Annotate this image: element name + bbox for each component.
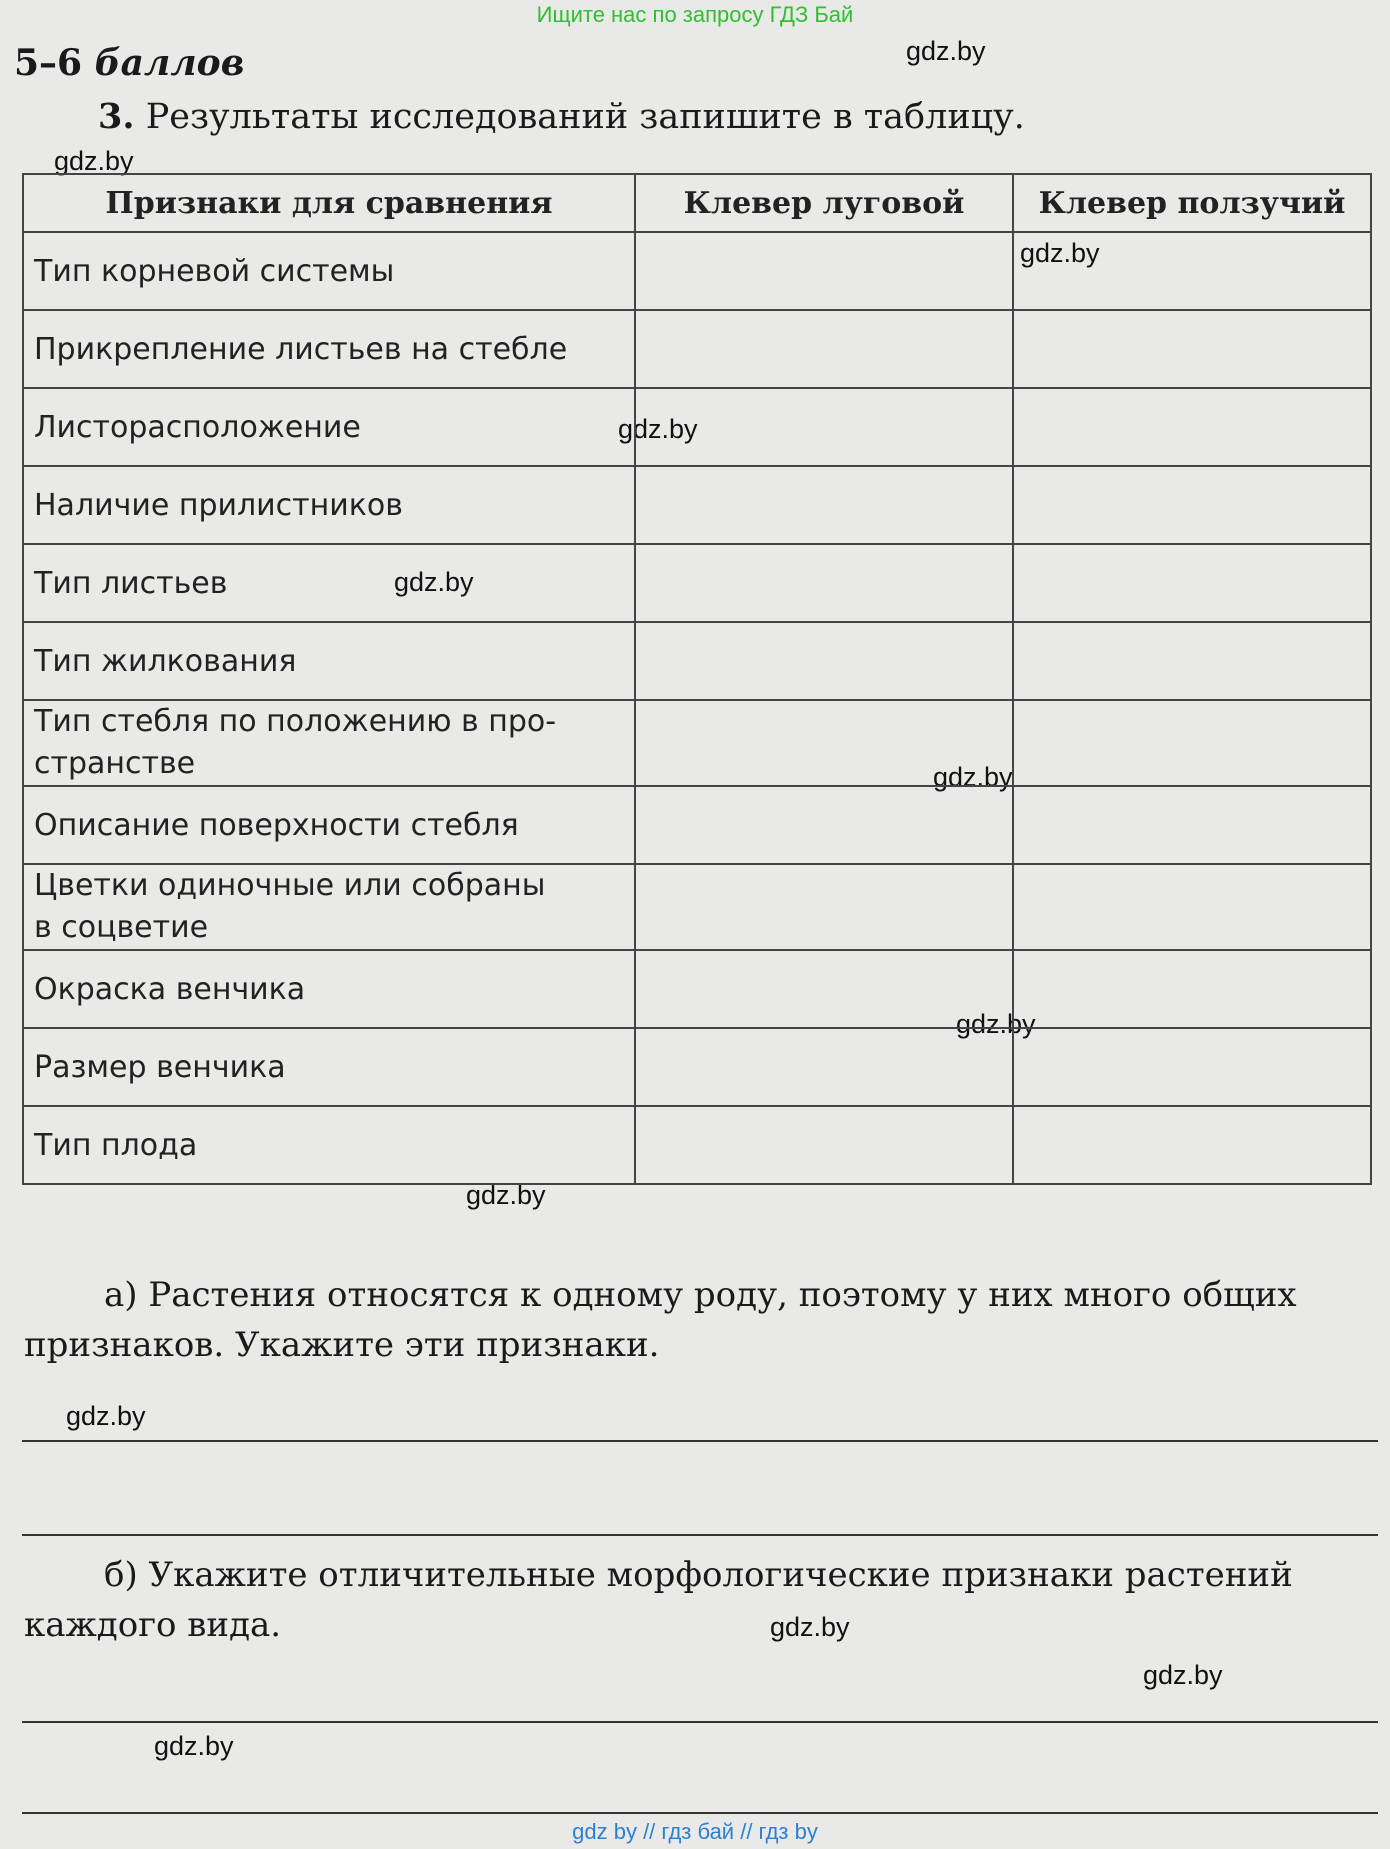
watermark: gdz.by <box>906 36 986 66</box>
criterion-cell: Тип жилкования <box>23 622 635 700</box>
task-title <box>98 96 1025 137</box>
header-meadow-clover: Клевер луговой <box>635 174 1013 232</box>
answer-cell-creeping[interactable] <box>1013 786 1371 864</box>
watermark: gdz.by <box>394 567 474 597</box>
watermark: gdz.by <box>1143 1660 1223 1690</box>
answer-cell-meadow[interactable] <box>635 622 1013 700</box>
table-row <box>23 466 1371 544</box>
answer-cell-meadow[interactable] <box>635 232 1013 310</box>
answer-cell-creeping[interactable] <box>1013 232 1371 310</box>
answer-cell-creeping[interactable] <box>1013 544 1371 622</box>
task-text: Результаты исследований запишите в таблицу. <box>145 97 1025 137</box>
criterion-cell: Тип корневой системы <box>23 232 635 310</box>
answer-cell-meadow[interactable] <box>635 310 1013 388</box>
answer-line[interactable] <box>22 1440 1378 1442</box>
watermark: gdz.by <box>54 146 134 176</box>
task-number: 3. <box>98 96 135 137</box>
answer-cell-meadow[interactable] <box>635 864 1013 950</box>
table-row <box>23 1106 1371 1184</box>
table-row <box>23 700 1371 786</box>
points-heading <box>14 42 244 84</box>
table-row <box>23 622 1371 700</box>
criterion-cell: Листорасположение <box>23 388 635 466</box>
table-row <box>23 1028 1371 1106</box>
watermark: gdz.by <box>956 1009 1036 1039</box>
watermark: gdz.by <box>618 414 698 444</box>
criterion-cell: Тип листьев <box>23 544 635 622</box>
comparison-table <box>22 173 1372 1185</box>
answer-cell-meadow[interactable] <box>635 466 1013 544</box>
table-row <box>23 232 1371 310</box>
answer-cell-meadow[interactable] <box>635 950 1013 1028</box>
points-value: 5–6 <box>14 42 83 84</box>
criterion-cell: Описание поверхности стебля <box>23 786 635 864</box>
watermark: gdz.by <box>466 1180 546 1210</box>
table-row <box>23 544 1371 622</box>
answer-cell-creeping[interactable] <box>1013 1106 1371 1184</box>
criterion-cell: Тип плода <box>23 1106 635 1184</box>
watermark: gdz.by <box>1020 238 1100 268</box>
search-banner[interactable]: Ищите нас по запросу ГДЗ Бай <box>536 2 854 27</box>
criterion-cell: Наличие прилистников <box>23 466 635 544</box>
answer-cell-creeping[interactable] <box>1013 1028 1371 1106</box>
answer-cell-creeping[interactable] <box>1013 700 1371 786</box>
answer-cell-meadow[interactable] <box>635 786 1013 864</box>
question-a: а) Растения относятся к одному роду, поэтому у них много общих признаков. Укажите эти признаки. <box>24 1275 1297 1365</box>
answer-line[interactable] <box>22 1534 1378 1536</box>
criterion-cell: Размер венчика <box>23 1028 635 1106</box>
table-header-row <box>23 174 1371 232</box>
answer-cell-meadow[interactable] <box>635 1028 1013 1106</box>
answer-cell-meadow[interactable] <box>635 700 1013 786</box>
table-row <box>23 864 1371 950</box>
table-row <box>23 310 1371 388</box>
header-creeping-clover: Клевер ползучий <box>1013 174 1371 232</box>
question-b: б) Укажите отличительные морфологические признаки растений каждого вида. <box>24 1555 1293 1645</box>
criterion-cell: Прикрепление листьев на стебле <box>23 310 635 388</box>
answer-cell-creeping[interactable] <box>1013 466 1371 544</box>
criterion-cell: Цветки одиночные или собраны в соцветие <box>23 864 635 950</box>
answer-cell-creeping[interactable] <box>1013 622 1371 700</box>
answer-cell-meadow[interactable] <box>635 544 1013 622</box>
watermark: gdz.by <box>154 1731 234 1761</box>
answer-line[interactable] <box>22 1721 1378 1723</box>
watermark: gdz.by <box>933 762 1013 792</box>
table-row <box>23 950 1371 1028</box>
answer-cell-creeping[interactable] <box>1013 864 1371 950</box>
criterion-cell: Окраска венчика <box>23 950 635 1028</box>
answer-cell-meadow[interactable] <box>635 388 1013 466</box>
criterion-cell: Тип стебля по положению в про- странстве <box>23 700 635 786</box>
watermark: gdz.by <box>66 1401 146 1431</box>
footer-links[interactable]: gdz by // гдз бай // гдз by <box>572 1819 818 1844</box>
points-label: баллов <box>94 42 245 84</box>
answer-cell-creeping[interactable] <box>1013 388 1371 466</box>
header-criteria: Признаки для сравнения <box>23 174 635 232</box>
answer-cell-creeping[interactable] <box>1013 950 1371 1028</box>
answer-cell-meadow[interactable] <box>635 1106 1013 1184</box>
watermark: gdz.by <box>770 1612 850 1642</box>
answer-line[interactable] <box>22 1812 1378 1814</box>
table-row <box>23 786 1371 864</box>
table-row <box>23 388 1371 466</box>
answer-cell-creeping[interactable] <box>1013 310 1371 388</box>
